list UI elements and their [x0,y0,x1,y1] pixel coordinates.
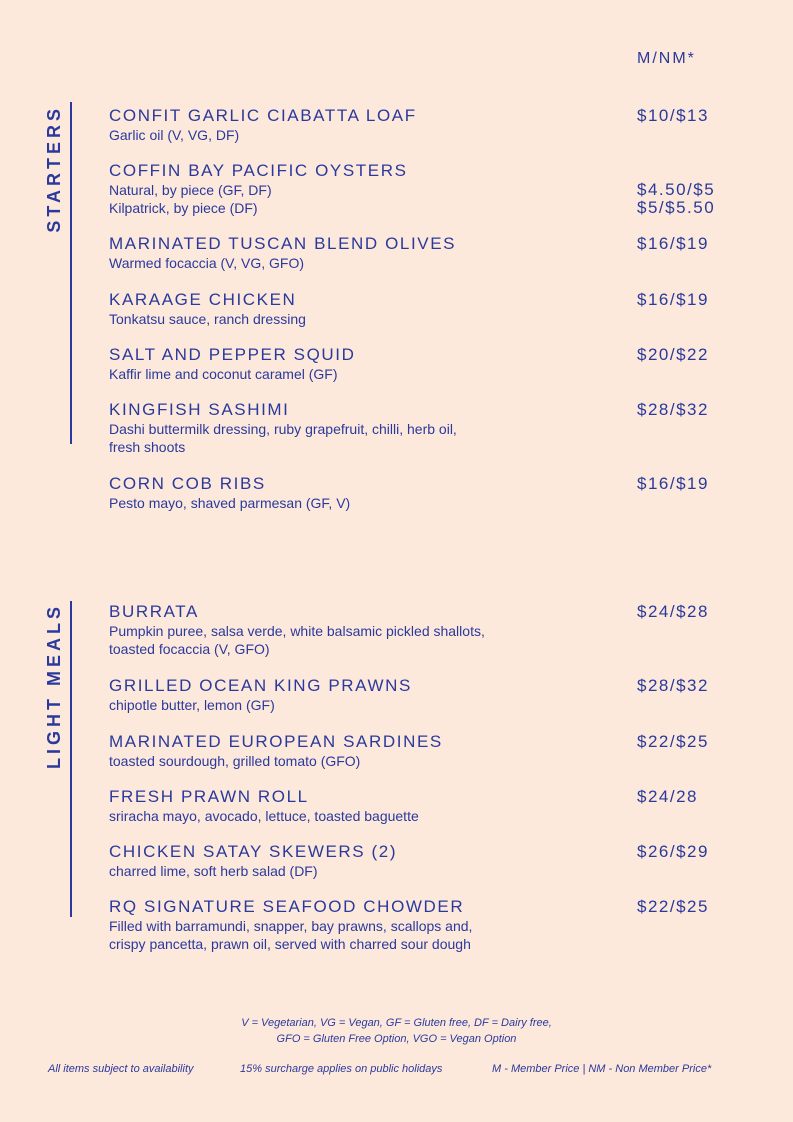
dietary-legend [0,1015,793,1047]
menu-item [109,106,769,144]
menu-item [109,787,769,825]
item-price: $16/$19 [637,474,709,493]
surcharge-note: 15% surcharge applies on public holidays [240,1063,443,1075]
item-description: Natural, by piece (GF, DF) [109,182,272,198]
item-description: charred lime, soft herb salad (DF) [109,863,318,879]
menu-item [109,161,769,217]
menu-item [109,400,769,456]
item-name: SALT AND PEPPER SQUID [109,345,356,364]
item-description: Warmed focaccia (V, VG, GFO) [109,255,305,271]
item-price: $24/28 [637,787,698,806]
price-column-header: M/NM* [637,50,696,67]
menu-item [109,732,769,770]
item-name: KINGFISH SASHIMI [109,400,290,419]
item-name: CHICKEN SATAY SKEWERS (2) [109,842,398,861]
item-name: CONFIT GARLIC CIABATTA LOAF [109,106,417,125]
item-name: BURRATA [109,602,199,621]
section-divider-light-meals [70,601,72,917]
item-price: $28/$32 [637,400,709,419]
menu-item [109,842,769,880]
item-price: $28/$32 [637,676,709,695]
item-description: Kilpatrick, by piece (DF) [109,200,258,216]
item-price: $4.50/$5 [637,180,716,199]
item-price: $26/$29 [637,842,709,861]
item-price: $16/$19 [637,290,709,309]
item-name: MARINATED TUSCAN BLEND OLIVES [109,234,457,253]
item-description: Pumpkin puree, salsa verde, white balsamic pickled shallots, toasted focaccia (V, GFO) [109,623,485,657]
item-name: MARINATED EUROPEAN SARDINES [109,732,443,751]
item-name: FRESH PRAWN ROLL [109,787,309,806]
item-description: toasted sourdough, grilled tomato (GFO) [109,753,361,769]
item-price: $16/$19 [637,234,709,253]
item-description: Kaffir lime and coconut caramel (GF) [109,366,338,382]
menu-item [109,234,769,272]
menu-item [109,676,769,714]
section-label-light-meals: LIGHT MEALS [44,603,64,769]
item-name: RQ SIGNATURE SEAFOOD CHOWDER [109,897,465,916]
item-description: Filled with barramundi, snapper, bay prawns, scallops and, crispy pancetta, prawn oil, served with charred sour dough [109,918,473,952]
item-variant [109,199,769,217]
item-description: Garlic oil (V, VG, DF) [109,127,240,143]
section-divider-starters [70,102,72,444]
menu-item [109,474,769,512]
menu-item [109,290,769,328]
item-variant [109,181,769,199]
item-description: Pesto mayo, shaved parmesan (GF, V) [109,495,351,511]
item-description: sriracha mayo, avocado, lettuce, toasted baguette [109,808,419,824]
item-price: $5/$5.50 [637,198,716,217]
menu-item [109,602,769,658]
item-price: $22/$25 [637,897,709,916]
item-price: $22/$25 [637,732,709,751]
legend-line: GFO = Gluten Free Option, VGO = Vegan Option [276,1033,517,1045]
item-price: $20/$22 [637,345,709,364]
item-name: KARAAGE CHICKEN [109,290,297,309]
item-name: GRILLED OCEAN KING PRAWNS [109,676,412,695]
item-price: $24/$28 [637,602,709,621]
item-name: CORN COB RIBS [109,474,266,493]
legend-line: V = Vegetarian, VG = Vegan, GF = Gluten free, DF = Dairy free, [241,1017,552,1029]
section-label-starters: STARTERS [44,105,64,233]
item-description: Dashi buttermilk dressing, ruby grapefruit, chilli, herb oil, fresh shoots [109,421,457,455]
pricing-key-note: M - Member Price | NM - Non Member Price* [492,1063,712,1075]
item-name: COFFIN BAY PACIFIC OYSTERS [109,161,408,180]
item-price: $10/$13 [637,106,709,125]
availability-note: All items subject to availability [48,1063,194,1075]
item-description: chipotle butter, lemon (GF) [109,697,275,713]
menu-item [109,345,769,383]
menu-item [109,897,769,953]
item-description: Tonkatsu sauce, ranch dressing [109,311,306,327]
